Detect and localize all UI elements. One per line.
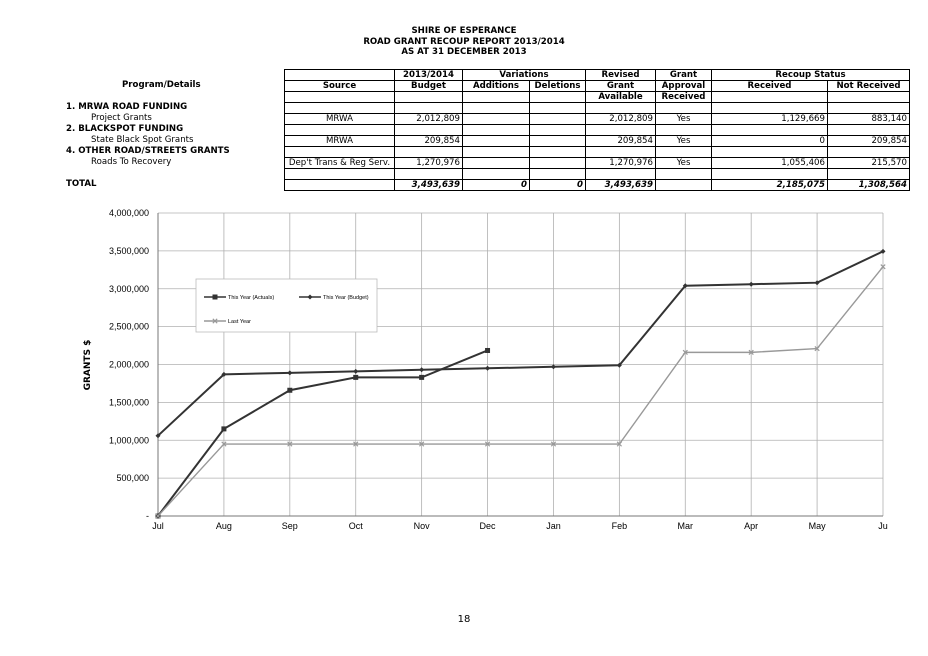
cell-budget: 209,854 xyxy=(395,136,463,147)
y-tick-label: 1,500,000 xyxy=(108,397,149,408)
x-tick-label: Dec xyxy=(479,521,496,531)
header-source: Source xyxy=(285,81,395,92)
y-tick-label: 500,000 xyxy=(116,473,149,484)
table-row xyxy=(285,125,910,136)
x-tick-label: Aug xyxy=(215,521,232,531)
y-tick-label: 2,500,000 xyxy=(108,321,149,332)
header-row xyxy=(285,70,910,81)
header-variations: Variations xyxy=(463,70,586,81)
data-point xyxy=(213,295,218,300)
data-point xyxy=(485,348,490,353)
cell-approval: Yes xyxy=(656,114,712,125)
x-tick-label: Nov xyxy=(413,521,430,531)
section-heading: 2. BLACKSPOT FUNDING xyxy=(66,124,184,134)
table-row xyxy=(285,103,910,114)
header-year: 2013/2014 xyxy=(395,70,463,81)
cell-deletions xyxy=(530,114,586,125)
chart-grid xyxy=(158,213,883,516)
y-tick-label: 3,500,000 xyxy=(108,245,149,256)
y-tick-label: 2,000,000 xyxy=(108,359,149,370)
recoup-table xyxy=(284,69,910,191)
data-point xyxy=(419,367,424,372)
y-tick-label: 1,000,000 xyxy=(108,435,149,446)
total-received: 2,185,075 xyxy=(712,180,828,191)
cell-not-received: 215,570 xyxy=(828,158,910,169)
x-tick-label: Feb xyxy=(611,521,628,531)
section-heading: 4. OTHER ROAD/STREETS GRANTS xyxy=(66,146,230,156)
cell-received: 1,129,669 xyxy=(712,114,828,125)
cell-source: MRWA xyxy=(285,136,395,147)
legend-box xyxy=(196,279,377,332)
cell-approval: Yes xyxy=(656,136,712,147)
header-revised-grant: Grant xyxy=(586,81,656,92)
total-label: TOTAL xyxy=(66,179,97,189)
header-budget: Budget xyxy=(395,81,463,92)
x-tick-label: Sep xyxy=(281,521,298,531)
total-row xyxy=(285,180,910,191)
x-tick-label: Ju xyxy=(878,521,888,531)
y-tick-label: 3,000,000 xyxy=(108,283,149,294)
y-axis-ticks xyxy=(109,208,149,521)
legend-label: This Year (Actuals) xyxy=(228,295,275,301)
series-line xyxy=(156,249,886,438)
data-point xyxy=(551,364,556,369)
data-point xyxy=(485,366,490,371)
chart-legend xyxy=(196,279,377,332)
title-line-1: SHIRE OF ESPERANCE xyxy=(411,26,517,36)
cell-deletions xyxy=(530,136,586,147)
cell-not-received: 209,854 xyxy=(828,136,910,147)
data-point xyxy=(419,375,424,380)
cell-additions xyxy=(463,136,530,147)
data-point xyxy=(221,426,226,431)
header-additions: Additions xyxy=(463,81,530,92)
y-tick-label: - xyxy=(146,511,149,521)
header-revised: Revised xyxy=(586,70,656,81)
cell-additions xyxy=(463,158,530,169)
data-point xyxy=(353,375,358,380)
total-budget: 3,493,639 xyxy=(395,180,463,191)
report-title xyxy=(0,26,928,58)
header-row xyxy=(285,92,910,103)
table-row xyxy=(285,147,910,158)
total-deletions: 0 xyxy=(530,180,586,191)
cell-received: 1,055,406 xyxy=(712,158,828,169)
data-point xyxy=(353,369,358,374)
header-row xyxy=(285,81,910,92)
table-row xyxy=(285,158,910,169)
series-line xyxy=(156,348,491,519)
cell-deletions xyxy=(530,158,586,169)
cell-approval: Yes xyxy=(656,158,712,169)
total-not-received: 1,308,564 xyxy=(828,180,910,191)
header-approval: Approval xyxy=(656,81,712,92)
series-path xyxy=(158,350,488,516)
x-tick-label: Oct xyxy=(348,521,363,531)
table-row xyxy=(285,169,910,180)
cell-additions xyxy=(463,114,530,125)
x-axis-ticks xyxy=(152,521,888,531)
total-additions: 0 xyxy=(463,180,530,191)
x-tick-label: Mar xyxy=(677,521,694,531)
cell-budget: 1,270,976 xyxy=(395,158,463,169)
header-received: Received xyxy=(712,81,828,92)
data-point xyxy=(287,388,292,393)
table-row xyxy=(285,114,910,125)
header-available: Available xyxy=(586,92,656,103)
program-header: Program/Details xyxy=(122,80,201,90)
cell-revised: 1,270,976 xyxy=(586,158,656,169)
header-not-received: Not Received xyxy=(828,81,910,92)
legend-label: This Year (Budget) xyxy=(323,295,369,301)
header-recoup-status: Recoup Status xyxy=(712,70,910,81)
title-line-3: AS AT 31 DECEMBER 2013 xyxy=(401,47,527,57)
cell-not-received: 883,140 xyxy=(828,114,910,125)
title-line-2: ROAD GRANT RECOUP REPORT 2013/2014 xyxy=(363,36,565,47)
data-point xyxy=(287,370,292,375)
cell-budget: 2,012,809 xyxy=(395,114,463,125)
total-revised: 3,493,639 xyxy=(586,180,656,191)
section-heading: 1. MRWA ROAD FUNDING xyxy=(66,102,188,112)
data-point xyxy=(749,282,754,287)
header-grant: Grant xyxy=(656,70,712,81)
grants-line-chart xyxy=(0,195,928,545)
cell-source: Dep't Trans & Reg Serv. xyxy=(285,158,395,169)
x-tick-label: Jan xyxy=(546,521,561,531)
legend-label: Last Year xyxy=(228,319,251,325)
cell-revised: 2,012,809 xyxy=(586,114,656,125)
cell-received: 0 xyxy=(712,136,828,147)
section-item: Roads To Recovery xyxy=(91,157,172,167)
section-item: Project Grants xyxy=(91,113,152,123)
section-item: State Black Spot Grants xyxy=(91,135,194,145)
cell-source: MRWA xyxy=(285,114,395,125)
y-axis-label: GRANTS $ xyxy=(83,339,93,391)
table-row xyxy=(285,136,910,147)
cell-revised: 209,854 xyxy=(586,136,656,147)
page-number: 18 xyxy=(457,614,471,625)
x-tick-label: Apr xyxy=(744,521,759,531)
x-tick-label: May xyxy=(808,521,826,531)
header-approval-received: Received xyxy=(656,92,712,103)
x-tick-label: Jul xyxy=(152,521,164,531)
y-tick-label: 4,000,000 xyxy=(108,208,149,218)
header-deletions: Deletions xyxy=(530,81,586,92)
